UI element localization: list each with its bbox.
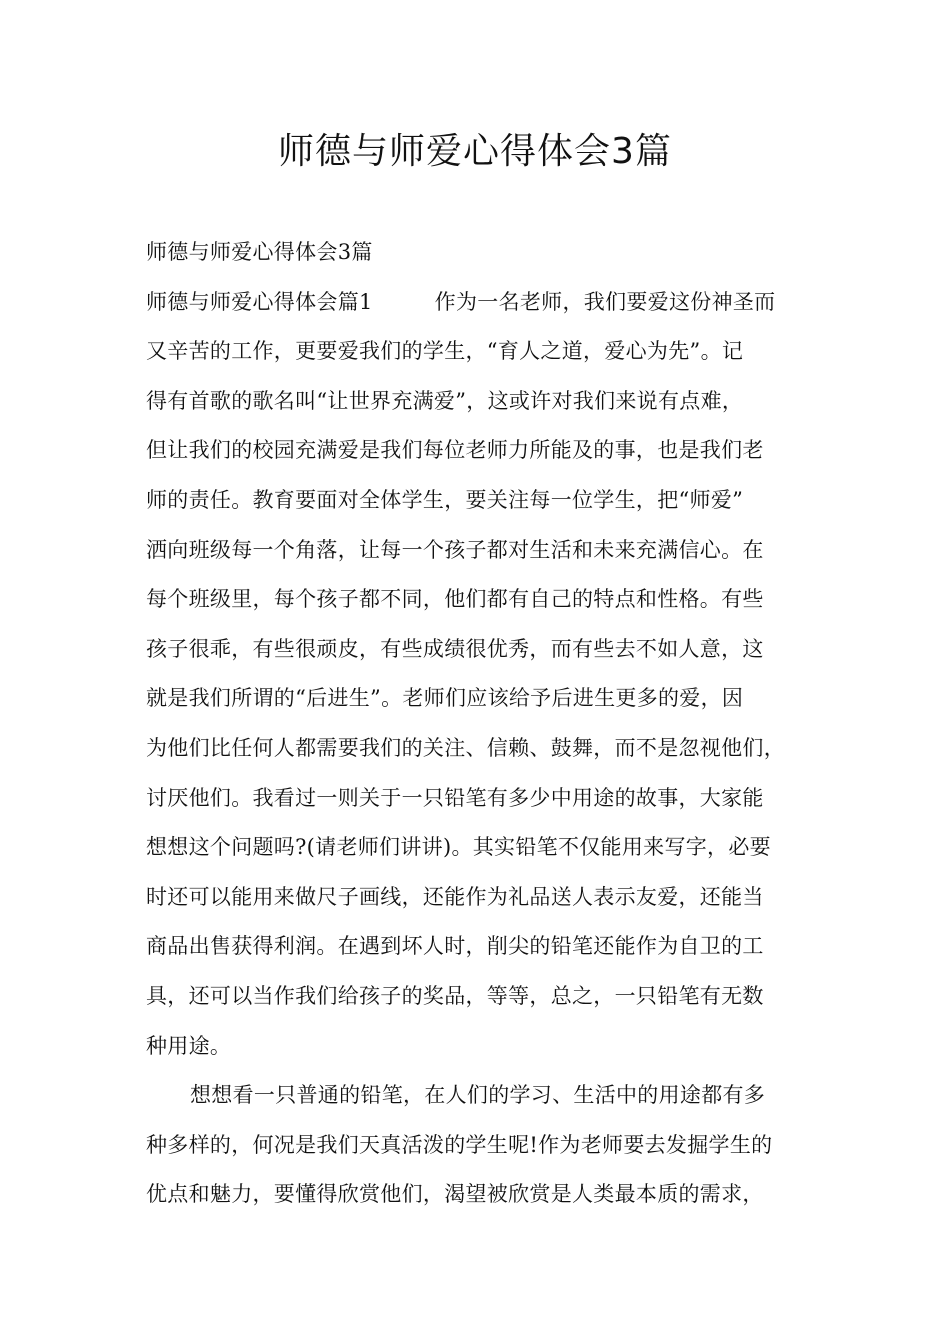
paragraph-1-line: 洒向班级每一个角落，让每一个孩子都对生活和未来充满信心。在	[146, 537, 764, 562]
paragraph-1-line: 就是我们所谓的“后进生”。老师们应该给予后进生更多的爱，因	[146, 686, 744, 711]
paragraph-1-line: 种用途。	[146, 1033, 232, 1058]
paragraph-1-line: 每个班级里，每个孩子都不同，他们都有自己的特点和性格。有些	[146, 587, 764, 612]
paragraph-2-line: 想想看一只普通的铅笔，在人们的学习、生活中的用途都有多	[190, 1083, 766, 1108]
paragraph-2-line: 优点和魅力，要懂得欣赏他们，渴望被欣赏是人类最本质的需求，	[146, 1182, 764, 1207]
document-body	[146, 228, 820, 1220]
paragraph-1-line-1	[146, 278, 820, 328]
paragraph-1-line: 又辛苦的工作，更要爱我们的学生，“育人之道，爱心为先”。记	[146, 339, 744, 364]
paragraph-1-line: 想想这个问题吗?(请老师们讲讲)。其实铅笔不仅能用来写字，必要	[146, 835, 771, 860]
paragraph-1-line: 具，还可以当作我们给孩子的奖品，等等，总之，一只铅笔有无数	[146, 983, 764, 1008]
paragraph-1-line: 但让我们的校园充满爱是我们每位老师力所能及的事，也是我们老	[146, 438, 764, 463]
paragraph-1-line: 时还可以能用来做尺子画线，还能作为礼品送人表示友爱，还能当	[146, 884, 764, 909]
paragraph-1-line: 得有首歌的歌名叫“让世界充满爱”，这或许对我们来说有点难，	[146, 388, 744, 413]
paragraph-1-line: 为他们比任何人都需要我们的关注、信赖、鼓舞，而不是忽视他们，	[146, 735, 785, 760]
paragraph-1-line: 师的责任。教育要面对全体学生，要关注每一位学生，把“师爱”	[146, 487, 744, 512]
paragraph-1-line: 商品出售获得利润。在遇到坏人时，削尖的铅笔还能作为自卫的工	[146, 934, 764, 959]
paragraph-1-line: 孩子很乖，有些很顽皮，有些成绩很优秀，而有些去不如人意，这	[146, 636, 764, 661]
section-heading: 师德与师爱心得体会篇1	[146, 289, 373, 314]
subtitle-line: 师德与师爱心得体会3篇	[146, 240, 373, 264]
paragraph-2-line: 种多样的，何况是我们天真活泼的学生呢!作为老师要去发掘学生的	[146, 1132, 773, 1157]
document-title: 师德与师爱心得体会3篇	[278, 131, 672, 172]
paragraph-1-text: 作为一名老师，我们要爱这份神圣而	[434, 289, 776, 314]
paragraph-1-line: 讨厌他们。我看过一则关于一只铅笔有多少中用途的故事，大家能	[146, 785, 764, 810]
